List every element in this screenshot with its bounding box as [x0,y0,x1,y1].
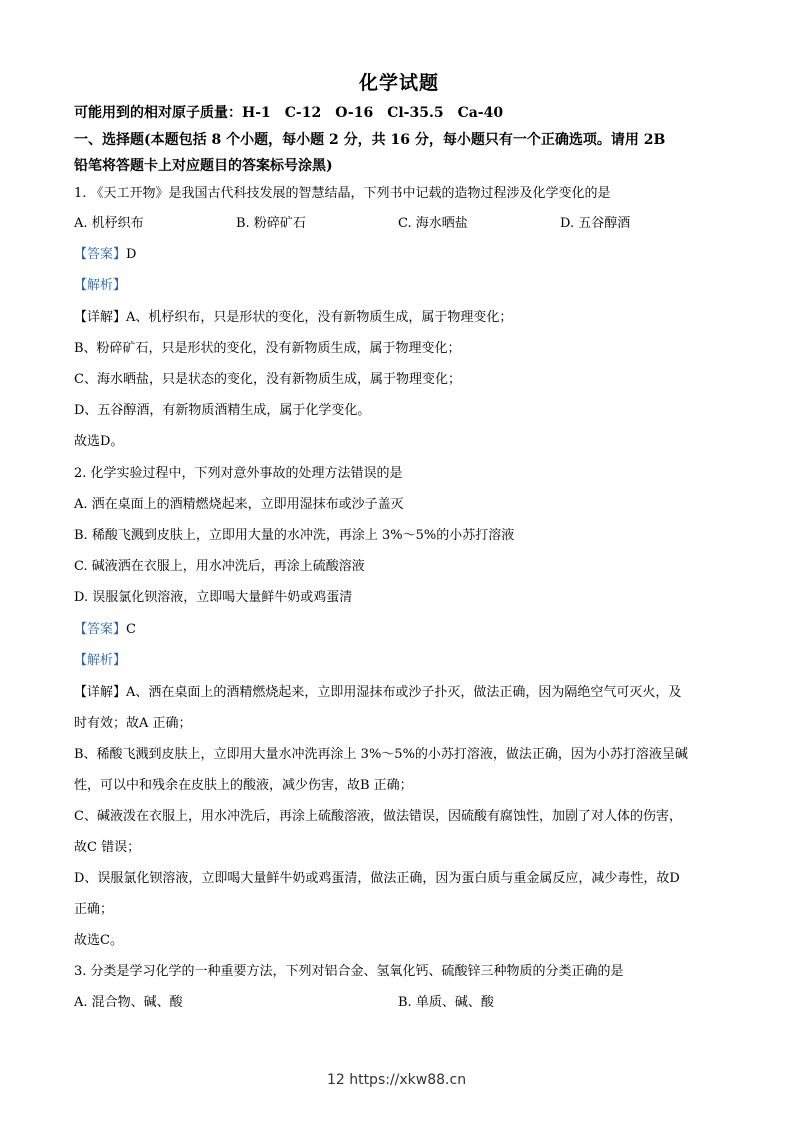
atomic-masses-line: 可能用到的相对原子质量：H-1 C-12 O-16 Cl-35.5 Ca-40 [74,105,504,121]
answer-label: 【答案】 [74,622,127,637]
question-3-option-b: B. 单质、碱、酸 [398,995,494,1010]
question-1-option-b: B. 粉碎矿石 [236,216,306,231]
question-1-option-a: A. 机杼织布 [74,216,144,231]
question-2-stem: 2. 化学实验过程中，下列对意外事故的处理方法错误的是 [74,466,403,481]
page-footer: 12 https://xkw88.cn [326,1072,467,1088]
question-1-detail-line: B、粉碎矿石，只是形状的变化，没有新物质生成，属于物理变化； [74,341,461,356]
answer-value: D [126,247,137,262]
question-1-detail-line: C、海水晒盐，只是状态的变化，没有新物质生成，属于物理变化； [74,372,461,387]
question-2-detail-line: B、稀酸飞溅到皮肤上，立即用大量水冲洗再涂上 3%～5%的小苏打溶液，做法正确，因为小苏打溶液呈碱 [74,747,688,762]
section-heading-line1: 一、选择题(本题包括 8 个小题，每小题 2 分，共 16 分，每小题只有一个正确选项。请用 2B [74,132,666,148]
question-1-detail-line: D、五谷醇酒，有新物质酒精生成，属于化学变化。 [74,403,371,418]
question-2-detail-line: 性，可以中和残余在皮肤上的酸液，减少伤害，故B 正确； [74,778,413,793]
question-2-detail-line: 正确； [74,902,114,917]
question-1-conclusion: 故选D。 [74,434,124,449]
question-1-stem: 1. 《天工开物》是我国古代科技发展的智慧结晶，下列书中记载的造物过程涉及化学变化的是 [74,186,611,201]
answer-value: C [126,622,136,637]
question-1-detail-line: 【详解】A、机杼织布，只是形状的变化，没有新物质生成，属于物理变化； [74,310,513,325]
question-2-conclusion: 故选C。 [74,933,123,948]
question-1-option-c: C. 海水晒盐 [398,216,468,231]
question-2-option-a: A. 洒在桌面上的酒精燃烧起来，立即用湿抹布或沙子盖灭 [74,497,404,512]
question-2-option-d: D. 误服氯化钡溶液，立即喝大量鲜牛奶或鸡蛋清 [74,590,353,605]
question-2-detail-line: D、误服氯化钡溶液，立即喝大量鲜牛奶或鸡蛋清，做法正确，因为蛋白质与重金属反应，减少毒性，故D [74,871,680,886]
question-2-detail-line: 时有效；故A 正确； [74,716,192,731]
question-2-option-b: B. 稀酸飞溅到皮肤上，立即用大量的水冲洗，再涂上 3%～5%的小苏打溶液 [74,528,515,543]
question-2-answer [74,622,136,638]
page-title: 化学试题 [358,72,439,94]
question-3-stem: 3. 分类是学习化学的一种重要方法，下列对铝合金、氢氧化钙、硫酸锌三种物质的分类正确的是 [74,964,624,979]
question-2-analysis-label: 【解析】 [74,653,127,668]
question-1-answer [74,247,136,263]
question-1-option-d: D. 五谷醇酒 [560,216,631,231]
question-2-detail-line: C、碱液泼在衣服上，用水冲洗后，再涂上硫酸溶液，做法错误，因硫酸有腐蚀性，加剧了对人体的伤害， [74,809,682,824]
section-heading-line2: 铅笔将答题卡上对应题目的答案标号涂黑) [74,158,333,174]
question-2-detail-line: 【详解】A、洒在桌面上的酒精燃烧起来，立即用湿抹布或沙子扑灭，做法正确，因为隔绝空气可灭火，及 [74,685,682,700]
question-2-option-c: C. 碱液洒在衣服上，用水冲洗后，再涂上硫酸溶液 [74,559,365,574]
question-2-detail-line: 故C 错误； [74,840,141,855]
answer-label: 【答案】 [74,247,127,262]
question-3-option-a: A. 混合物、碱、酸 [74,995,183,1010]
question-1-analysis-label: 【解析】 [74,278,127,293]
